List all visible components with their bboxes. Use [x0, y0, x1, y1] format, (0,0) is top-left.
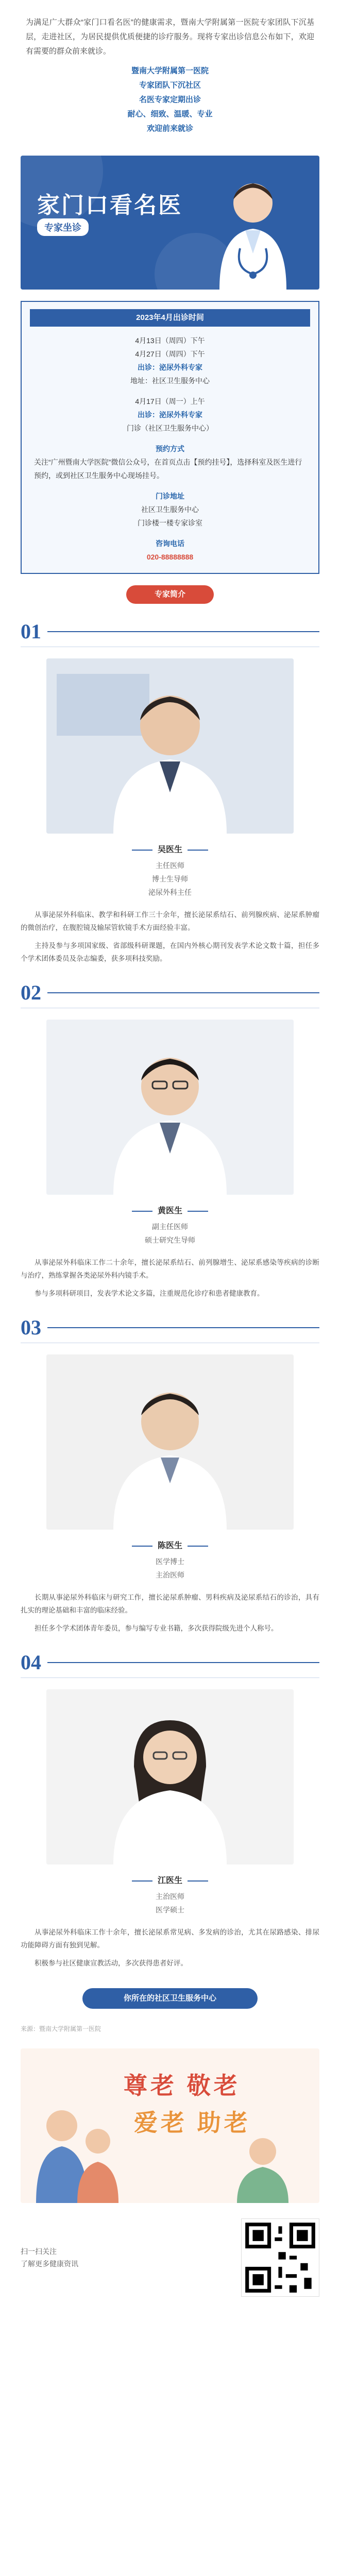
name-bar [188, 850, 208, 851]
booking-text: 关注“广州暨南大学医院”微信公众号，在首页点击【预约挂号】，选择科室及医生进行预约，或到社区卫生服务中心现场挂号。 [34, 458, 302, 480]
name-bar [132, 850, 152, 851]
doctor-bio [21, 1926, 319, 1970]
doctor-illustration-icon [204, 171, 302, 290]
doctor-title: 医学硕士 [156, 1906, 184, 1914]
doctor-titles [21, 1555, 319, 1582]
qr-caption [21, 2245, 78, 2270]
hero-banner [21, 156, 319, 290]
lead-line: 耐心、细致、温暖、专业 [127, 110, 213, 118]
doctor-portrait-icon [46, 1354, 294, 1530]
section-header [21, 980, 319, 1008]
intro-paragraph: 为满足广大群众“家门口看名医”的健康需求，暨南大学附属第一医院专家团队下沉基层，走进社区，为居民提供优质便捷的诊疗服务。现将专家出诊信息公布如下，欢迎有需要的群众前来就诊。 [26, 18, 314, 56]
address-info [34, 489, 306, 530]
doctor-section [21, 980, 319, 1300]
section-number: 03 [21, 1316, 41, 1339]
bio-paragraph: 积极参与社区健康宣教活动，多次获得患者好评。 [35, 1959, 188, 1967]
bio-paragraph: 从事泌尿外科临床工作十余年，擅长泌尿系常见病、多发病的诊治，尤其在尿路感染、排尿功能障碍方面有独到见解。 [21, 1928, 319, 1949]
section-number: 02 [21, 981, 41, 1004]
doctor-titles [21, 1890, 319, 1917]
doctor-photo [46, 658, 294, 834]
doctor-name-row [21, 1204, 319, 1216]
section-header [21, 1315, 319, 1343]
doctor-section [21, 1315, 319, 1635]
section-header [21, 619, 319, 647]
section-divider [47, 1662, 319, 1663]
lead-line: 欢迎前来就诊 [146, 124, 193, 133]
doctor-titles [21, 1220, 319, 1247]
doctor-bio [21, 1256, 319, 1300]
doctor-title: 主任医师 [156, 861, 184, 870]
schedule-line: 4月27日（周四）下午 [135, 350, 205, 358]
name-bar [132, 1546, 152, 1547]
qr-code-icon[interactable] [241, 2218, 319, 2297]
poster-title-1: 尊老 敬老 [124, 2072, 241, 2099]
schedule-block [34, 395, 306, 435]
doctor-photo [46, 1020, 294, 1195]
qr-line: 了解更多健康资讯 [21, 2260, 78, 2268]
schedule-line: 地址：社区卫生服务中心 [130, 377, 210, 385]
section-divider [47, 992, 319, 993]
doctor-title: 博士生导师 [152, 875, 188, 883]
doctor-section [21, 1650, 319, 1970]
doctor-name-row [21, 1539, 319, 1551]
bio-paragraph: 参与多项科研项目，发表学术论文多篇，注重规范化诊疗和患者健康教育。 [35, 1290, 264, 1297]
lead-line: 名医专家定期出诊 [139, 95, 201, 104]
schedule-head: 2023年4月出诊时间 [30, 309, 310, 327]
doctor-title: 主治医师 [156, 1892, 184, 1901]
intro-section [0, 0, 340, 150]
phone-info [34, 537, 306, 564]
doctor-name: 吴医生 [157, 845, 182, 854]
schedule-line: 出诊：泌尿外科专家 [138, 363, 202, 371]
name-bar [188, 1546, 208, 1547]
schedule-line: 4月17日（周一）上午 [135, 397, 205, 405]
bio-paragraph: 长期从事泌尿外科临床与研究工作，擅长泌尿系肿瘤、男科疾病及泌尿系结石的诊治，具有扎实的理论基础和丰富的临床经验。 [21, 1594, 319, 1614]
name-bar [188, 1211, 208, 1212]
section-divider [47, 631, 319, 632]
doctor-title: 医学博士 [156, 1557, 184, 1566]
section-divider [47, 1327, 319, 1328]
schedule-line: 出诊：泌尿外科专家 [138, 411, 202, 419]
name-bar [132, 1211, 152, 1212]
doctor-name-row [21, 843, 319, 855]
booking-label: 预约方式 [156, 445, 184, 453]
intro-lead [26, 64, 314, 136]
doctor-section [21, 619, 319, 965]
schedule-line: 门诊（社区卫生服务中心） [127, 424, 213, 432]
schedule-line: 4月13日（周四）下午 [135, 336, 205, 345]
doctor-name: 黄医生 [157, 1207, 182, 1215]
doctor-name: 陈医生 [157, 1541, 182, 1550]
name-bar [188, 1880, 208, 1882]
doctor-name-row [21, 1874, 319, 1886]
lead-line: 专家团队下沉社区 [139, 81, 201, 90]
bio-paragraph: 担任多个学术团体青年委员，参与编写专业书籍，多次获得院级先进个人称号。 [35, 1624, 278, 1632]
booking-info [34, 442, 306, 482]
elderly-care-poster [21, 2048, 319, 2203]
address-line: 社区卫生服务中心 [141, 505, 199, 514]
doctor-titles [21, 859, 319, 899]
banner-subtitle: 专家坐诊 [37, 218, 89, 236]
doctor-bio [21, 1591, 319, 1635]
doctor-photo [46, 1354, 294, 1530]
bio-paragraph: 从事泌尿外科临床工作二十余年，擅长泌尿系结石、前列腺增生、泌尿系感染等疾病的诊断与治疗，熟练掌握各类泌尿外科内镜手术。 [21, 1259, 319, 1279]
section-number: 01 [21, 620, 41, 643]
lead-line: 暨南大学附属第一医院 [131, 66, 209, 75]
doctor-title: 主治医师 [156, 1571, 184, 1579]
schedule-block [34, 334, 306, 387]
doctor-name: 江医生 [157, 1876, 182, 1885]
doctor-photo [46, 1689, 294, 1865]
doctor-bio [21, 908, 319, 965]
doctor-title: 泌尿外科主任 [148, 888, 192, 896]
doctor-portrait-icon [46, 1689, 294, 1865]
qr-section [21, 2218, 319, 2297]
community-center-button[interactable]: 你所在的社区卫生服务中心 [82, 1988, 258, 2009]
banner-title: 家门口看名医 [37, 193, 182, 218]
address-line: 门诊楼一楼专家诊室 [138, 519, 202, 527]
source-note: 来源：暨南大学附属第一医院 [21, 2025, 101, 2032]
expert-intro-button[interactable]: 专家简介 [126, 585, 214, 604]
section-number: 04 [21, 1651, 41, 1674]
address-label: 门诊地址 [156, 492, 184, 500]
bio-paragraph: 主持及参与多项国家级、省部级科研课题，在国内外核心期刊发表学术论文数十篇，担任多个学术团体委员及杂志编委，获多项科技奖励。 [21, 942, 319, 962]
doctor-title: 副主任医师 [152, 1223, 188, 1231]
section-header [21, 1650, 319, 1678]
name-bar [132, 1880, 152, 1882]
phone-number[interactable]: 020-88888888 [146, 553, 194, 561]
doctor-title: 硕士研究生导师 [145, 1236, 195, 1244]
poster-title-2: 爱老 助老 [134, 2109, 251, 2136]
doctor-portrait-icon [46, 1020, 294, 1195]
phone-label: 咨询电话 [156, 539, 184, 548]
qr-line: 扫一扫关注 [21, 2247, 57, 2256]
schedule-box [21, 301, 319, 574]
doctor-portrait-icon [46, 658, 294, 834]
bio-paragraph: 从事泌尿外科临床、教学和科研工作三十余年，擅长泌尿系结石、前列腺疾病、泌尿系肿瘤的微创治疗，在腹腔镜及输尿管软镜手术方面经验丰富。 [21, 911, 319, 931]
